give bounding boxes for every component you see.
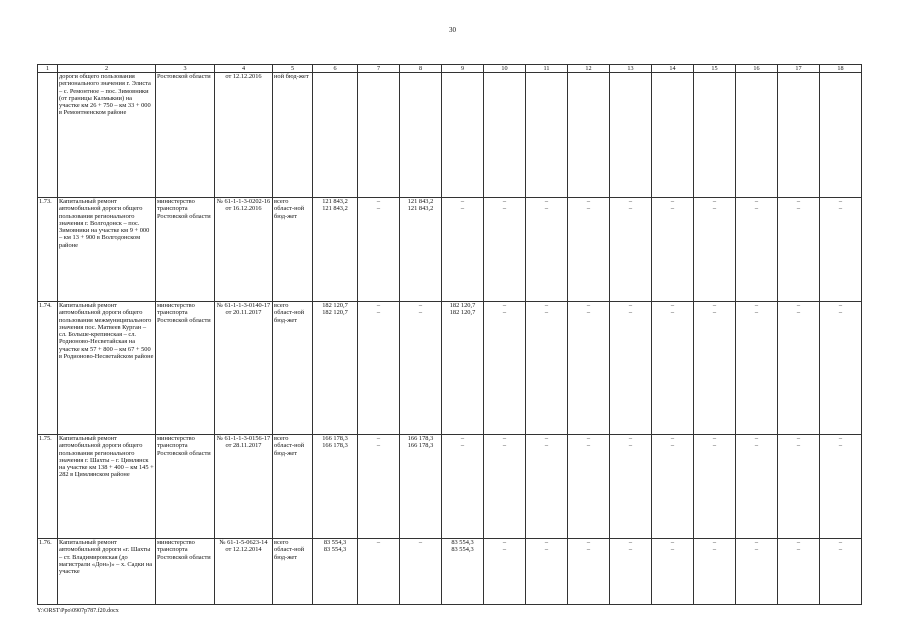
table-row xyxy=(38,302,862,435)
value-col-9-line: 83 554,3 xyxy=(451,546,474,554)
value-col-18 xyxy=(820,435,862,539)
value-col-12-line: – xyxy=(586,302,591,309)
value-col-6-line: 121 843,2 xyxy=(322,205,348,213)
value-col-7 xyxy=(358,539,400,605)
value-col-11 xyxy=(526,539,568,605)
value-col-7 xyxy=(358,435,400,539)
value-col-16-line: – xyxy=(754,539,759,546)
column-number: 17 xyxy=(778,65,820,73)
column-number: 11 xyxy=(526,65,568,73)
value-col-13-line: – xyxy=(628,205,633,213)
column-number: 1 xyxy=(38,65,58,73)
value-col-15 xyxy=(694,302,736,435)
value-col-13-line: – xyxy=(628,442,633,450)
expertise-document: от 12.12.2016 xyxy=(215,73,273,198)
value-col-9 xyxy=(442,539,484,605)
row-number: 1.73. xyxy=(38,198,58,302)
value-col-14 xyxy=(652,302,694,435)
column-number: 10 xyxy=(484,65,526,73)
value-col-7-line: – xyxy=(376,442,381,450)
value-col-18-line: – xyxy=(838,302,843,309)
value-col-6-line: 166 178,3 xyxy=(322,442,348,450)
funding-source xyxy=(273,435,313,539)
value-col-11-line: – xyxy=(544,546,549,554)
value-col-11 xyxy=(526,435,568,539)
value-col-13 xyxy=(610,73,652,198)
value-col-15-line: – xyxy=(712,442,717,450)
table-row xyxy=(38,198,862,302)
page-number: 30 xyxy=(449,26,456,34)
value-col-12 xyxy=(568,73,610,198)
value-col-15-line: – xyxy=(712,435,717,442)
executor: министерство транспорта Ростовской области xyxy=(156,302,215,435)
value-col-12-line: – xyxy=(586,435,591,442)
funding-source-line: област-ной бюд-жет xyxy=(274,309,305,324)
table-row xyxy=(38,73,862,198)
funding-source-line: област-ной бюд-жет xyxy=(274,205,305,220)
value-col-16-line: – xyxy=(754,309,759,317)
value-col-6-line: 83 554,3 xyxy=(323,546,347,554)
value-col-11-line: – xyxy=(544,435,549,442)
value-col-17-line: – xyxy=(796,539,801,546)
value-col-6-line: 121 843,2 xyxy=(322,198,348,205)
value-col-11-line: – xyxy=(544,309,549,317)
value-col-10-line: – xyxy=(502,309,507,317)
value-col-17-line: – xyxy=(796,198,801,205)
value-col-15-line: – xyxy=(712,546,717,554)
value-col-14-line: – xyxy=(670,435,675,442)
value-col-9-line: – xyxy=(460,442,465,450)
value-col-10 xyxy=(484,539,526,605)
value-col-16 xyxy=(736,73,778,198)
value-col-6-line: 182 120,7 xyxy=(322,302,348,309)
funding-source xyxy=(273,539,313,605)
value-col-12-line: – xyxy=(586,539,591,546)
value-col-10-line: – xyxy=(502,198,507,205)
row-number: 1.75. xyxy=(38,435,58,539)
value-col-8-line: – xyxy=(418,309,423,317)
value-col-16 xyxy=(736,198,778,302)
value-col-15-line: – xyxy=(712,309,717,317)
column-number: 18 xyxy=(820,65,862,73)
funding-source-line: ной бюд-жет xyxy=(274,73,309,80)
value-col-18 xyxy=(820,73,862,198)
column-number: 16 xyxy=(736,65,778,73)
value-col-7 xyxy=(358,302,400,435)
column-number: 6 xyxy=(313,65,358,73)
column-number: 7 xyxy=(358,65,400,73)
value-col-6-line: 182 120,7 xyxy=(322,309,348,317)
value-col-9 xyxy=(442,198,484,302)
executor: министерство транспорта Ростовской области xyxy=(156,539,215,605)
value-col-9-line: – xyxy=(460,198,465,205)
value-col-9-line: – xyxy=(460,205,465,213)
expertise-document: № 61-1-1-3-0156-17 от 28.11.2017 xyxy=(215,435,273,539)
value-col-15-line: – xyxy=(712,302,717,309)
value-col-13-line: – xyxy=(628,302,633,309)
value-col-15 xyxy=(694,539,736,605)
value-col-9 xyxy=(442,435,484,539)
value-col-9 xyxy=(442,302,484,435)
value-col-17-line: – xyxy=(796,302,801,309)
value-col-13 xyxy=(610,302,652,435)
value-col-17-line: – xyxy=(796,309,801,317)
value-col-9-line: – xyxy=(460,435,465,442)
value-col-12-line: – xyxy=(586,205,591,213)
row-number xyxy=(38,73,58,198)
value-col-18 xyxy=(820,539,862,605)
value-col-10 xyxy=(484,302,526,435)
column-number: 13 xyxy=(610,65,652,73)
value-col-17 xyxy=(778,73,820,198)
value-col-8 xyxy=(400,198,442,302)
value-col-10-line: – xyxy=(502,539,507,546)
value-col-7 xyxy=(358,198,400,302)
value-col-18-line: – xyxy=(838,442,843,450)
funding-source xyxy=(273,73,313,198)
value-col-11-line: – xyxy=(544,198,549,205)
value-col-11-line: – xyxy=(544,539,549,546)
column-number: 2 xyxy=(58,65,156,73)
value-col-14 xyxy=(652,435,694,539)
value-col-6 xyxy=(313,198,358,302)
value-col-18-line: – xyxy=(838,546,843,554)
value-col-6 xyxy=(313,539,358,605)
value-col-16-line: – xyxy=(754,435,759,442)
value-col-17 xyxy=(778,302,820,435)
value-col-8-line: 121 843,2 xyxy=(407,198,434,205)
value-col-8 xyxy=(400,435,442,539)
value-col-18-line: – xyxy=(838,539,843,546)
column-number: 9 xyxy=(442,65,484,73)
value-col-18-line: – xyxy=(838,205,843,213)
value-col-18-line: – xyxy=(838,198,843,205)
funding-source-line: всего xyxy=(274,198,289,205)
value-col-13 xyxy=(610,539,652,605)
value-col-8-line: 121 843,2 xyxy=(407,205,434,213)
value-col-16 xyxy=(736,302,778,435)
value-col-12-line: – xyxy=(586,198,591,205)
object-name: Капитальный ремонт автомобильной дороги общего пользования межмуниципального значения пос. Матвеев Курган – сл. Больше-крепинская – сл. Родионово-Несветайская на участке км 57 + 800 – км 67 + 500 в Родионово-Несветайском районе xyxy=(58,302,156,435)
value-col-12-line: – xyxy=(586,442,591,450)
value-col-16 xyxy=(736,435,778,539)
value-col-10 xyxy=(484,435,526,539)
value-col-10-line: – xyxy=(502,205,507,213)
value-col-9 xyxy=(442,73,484,198)
value-col-10 xyxy=(484,198,526,302)
value-col-6-line: 166 178,3 xyxy=(322,435,348,442)
executor: министерство транспорта Ростовской области xyxy=(156,198,215,302)
row-number: 1.74. xyxy=(38,302,58,435)
expertise-document: № 61-1-5-0623-14 от 12.12.2014 xyxy=(215,539,273,605)
value-col-13 xyxy=(610,198,652,302)
value-col-7-line: – xyxy=(376,302,381,309)
value-col-16-line: – xyxy=(754,546,759,554)
value-col-6 xyxy=(313,302,358,435)
value-col-14-line: – xyxy=(670,302,675,309)
value-col-6 xyxy=(313,73,358,198)
value-col-15-line: – xyxy=(712,198,717,205)
value-col-11 xyxy=(526,302,568,435)
funding-source xyxy=(273,302,313,435)
value-col-12 xyxy=(568,435,610,539)
value-col-11-line: – xyxy=(544,302,549,309)
object-name: дороги общего пользования регионального значения г. Элиста – с. Ремонтное – пос. Зимовники (от границы Калмыкии) на участке км 26 + 750 – км 33 + 000 в Ремонтненском районе xyxy=(58,73,156,198)
column-number: 3 xyxy=(156,65,215,73)
value-col-11 xyxy=(526,73,568,198)
value-col-14-line: – xyxy=(670,539,675,546)
file-path-footer: Y:\ORST\Ppo\0907p787.f20.docx xyxy=(37,608,119,614)
funding-source-line: област-ной бюд-жет xyxy=(274,442,305,457)
object-name: Капитальный ремонт автомобильной дороги общего пользования регионального значения г. Волгодонск – пос. Зимовники на участке км 9 + 000 – км 13 + 900 в Волгодонском районе xyxy=(58,198,156,302)
executor: Ростовской области xyxy=(156,73,215,198)
funding-source xyxy=(273,198,313,302)
value-col-10-line: – xyxy=(502,302,507,309)
value-col-10-line: – xyxy=(502,546,507,554)
value-col-17-line: – xyxy=(796,205,801,213)
value-col-12 xyxy=(568,198,610,302)
value-col-13-line: – xyxy=(628,198,633,205)
object-name: Капитальный ремонт автомобильной дороги «г. Шахты – ст. Владимировская (до магистрали «Дон»)» – х. Садки на участке xyxy=(58,539,156,605)
value-col-13-line: – xyxy=(628,539,633,546)
value-col-11-line: – xyxy=(544,205,549,213)
expertise-document: № 61-1-1-3-0202-16 от 16.12.2016 xyxy=(215,198,273,302)
value-col-13-line: – xyxy=(628,435,633,442)
value-col-14 xyxy=(652,539,694,605)
value-col-16-line: – xyxy=(754,205,759,213)
row-number: 1.76. xyxy=(38,539,58,605)
column-number-row xyxy=(38,65,862,73)
value-col-8 xyxy=(400,73,442,198)
value-col-12-line: – xyxy=(586,309,591,317)
value-col-15-line: – xyxy=(712,539,717,546)
value-col-9-line: 182 120,7 xyxy=(449,309,476,317)
column-number: 8 xyxy=(400,65,442,73)
value-col-10-line: – xyxy=(502,442,507,450)
value-col-10 xyxy=(484,73,526,198)
value-col-11-line: – xyxy=(544,442,549,450)
value-col-16-line: – xyxy=(754,442,759,450)
value-col-7 xyxy=(358,73,400,198)
value-col-9-line: 83 554,3 xyxy=(451,539,474,546)
funding-source-line: всего xyxy=(274,435,289,442)
value-col-16-line: – xyxy=(754,198,759,205)
value-col-8-line: 166 178,3 xyxy=(407,435,434,442)
value-col-15 xyxy=(694,435,736,539)
value-col-15-line: – xyxy=(712,205,717,213)
value-col-7-line: – xyxy=(376,309,381,317)
value-col-18 xyxy=(820,198,862,302)
value-col-15 xyxy=(694,73,736,198)
value-col-18 xyxy=(820,302,862,435)
value-col-6-line: 83 554,3 xyxy=(323,539,347,546)
value-col-14-line: – xyxy=(670,309,675,317)
value-col-16-line: – xyxy=(754,302,759,309)
value-col-9-line: 182 120,7 xyxy=(449,302,476,309)
value-col-18-line: – xyxy=(838,435,843,442)
value-col-12 xyxy=(568,302,610,435)
value-col-14 xyxy=(652,73,694,198)
funding-source-line: всего xyxy=(274,539,289,546)
column-number: 12 xyxy=(568,65,610,73)
value-col-14-line: – xyxy=(670,205,675,213)
value-col-8-line: – xyxy=(418,302,423,309)
value-col-12 xyxy=(568,539,610,605)
funding-source-line: всего xyxy=(274,302,289,309)
value-col-18-line: – xyxy=(838,309,843,317)
expertise-document: № 61-1-1-3-0140-17 от 20.11.2017 xyxy=(215,302,273,435)
value-col-17 xyxy=(778,539,820,605)
table-body xyxy=(38,73,862,605)
value-col-13-line: – xyxy=(628,546,633,554)
column-number: 5 xyxy=(273,65,313,73)
value-col-8 xyxy=(400,302,442,435)
column-number: 14 xyxy=(652,65,694,73)
column-number: 4 xyxy=(215,65,273,73)
value-col-12-line: – xyxy=(586,546,591,554)
value-col-17-line: – xyxy=(796,546,801,554)
value-col-13 xyxy=(610,435,652,539)
table-row xyxy=(38,539,862,605)
column-number: 15 xyxy=(694,65,736,73)
value-col-16 xyxy=(736,539,778,605)
value-col-8 xyxy=(400,539,442,605)
value-col-17 xyxy=(778,435,820,539)
table-row xyxy=(38,435,862,539)
object-name: Капитальный ремонт автомобильной дороги общего пользования регионального значения г. Шахты – г. Цимлянск на участке км 138 + 400 – км 145 + 282 в Цимлянском районе xyxy=(58,435,156,539)
value-col-7-line: – xyxy=(376,435,381,442)
executor: министерство транспорта Ростовской области xyxy=(156,435,215,539)
value-col-7-line: – xyxy=(376,539,381,546)
value-col-17 xyxy=(778,198,820,302)
value-col-14 xyxy=(652,198,694,302)
value-col-8-line: 166 178,3 xyxy=(407,442,434,450)
funding-source-line: област-ной бюд-жет xyxy=(274,546,305,561)
value-col-7-line: – xyxy=(376,198,381,205)
value-col-14-line: – xyxy=(670,198,675,205)
value-col-13-line: – xyxy=(628,309,633,317)
value-col-11 xyxy=(526,198,568,302)
value-col-10-line: – xyxy=(502,435,507,442)
value-col-15 xyxy=(694,198,736,302)
value-col-6 xyxy=(313,435,358,539)
value-col-17-line: – xyxy=(796,442,801,450)
value-col-14-line: – xyxy=(670,546,675,554)
value-col-8-line: – xyxy=(418,539,423,546)
value-col-17-line: – xyxy=(796,435,801,442)
value-col-7-line: – xyxy=(376,205,381,213)
value-col-14-line: – xyxy=(670,442,675,450)
program-table xyxy=(37,64,862,605)
